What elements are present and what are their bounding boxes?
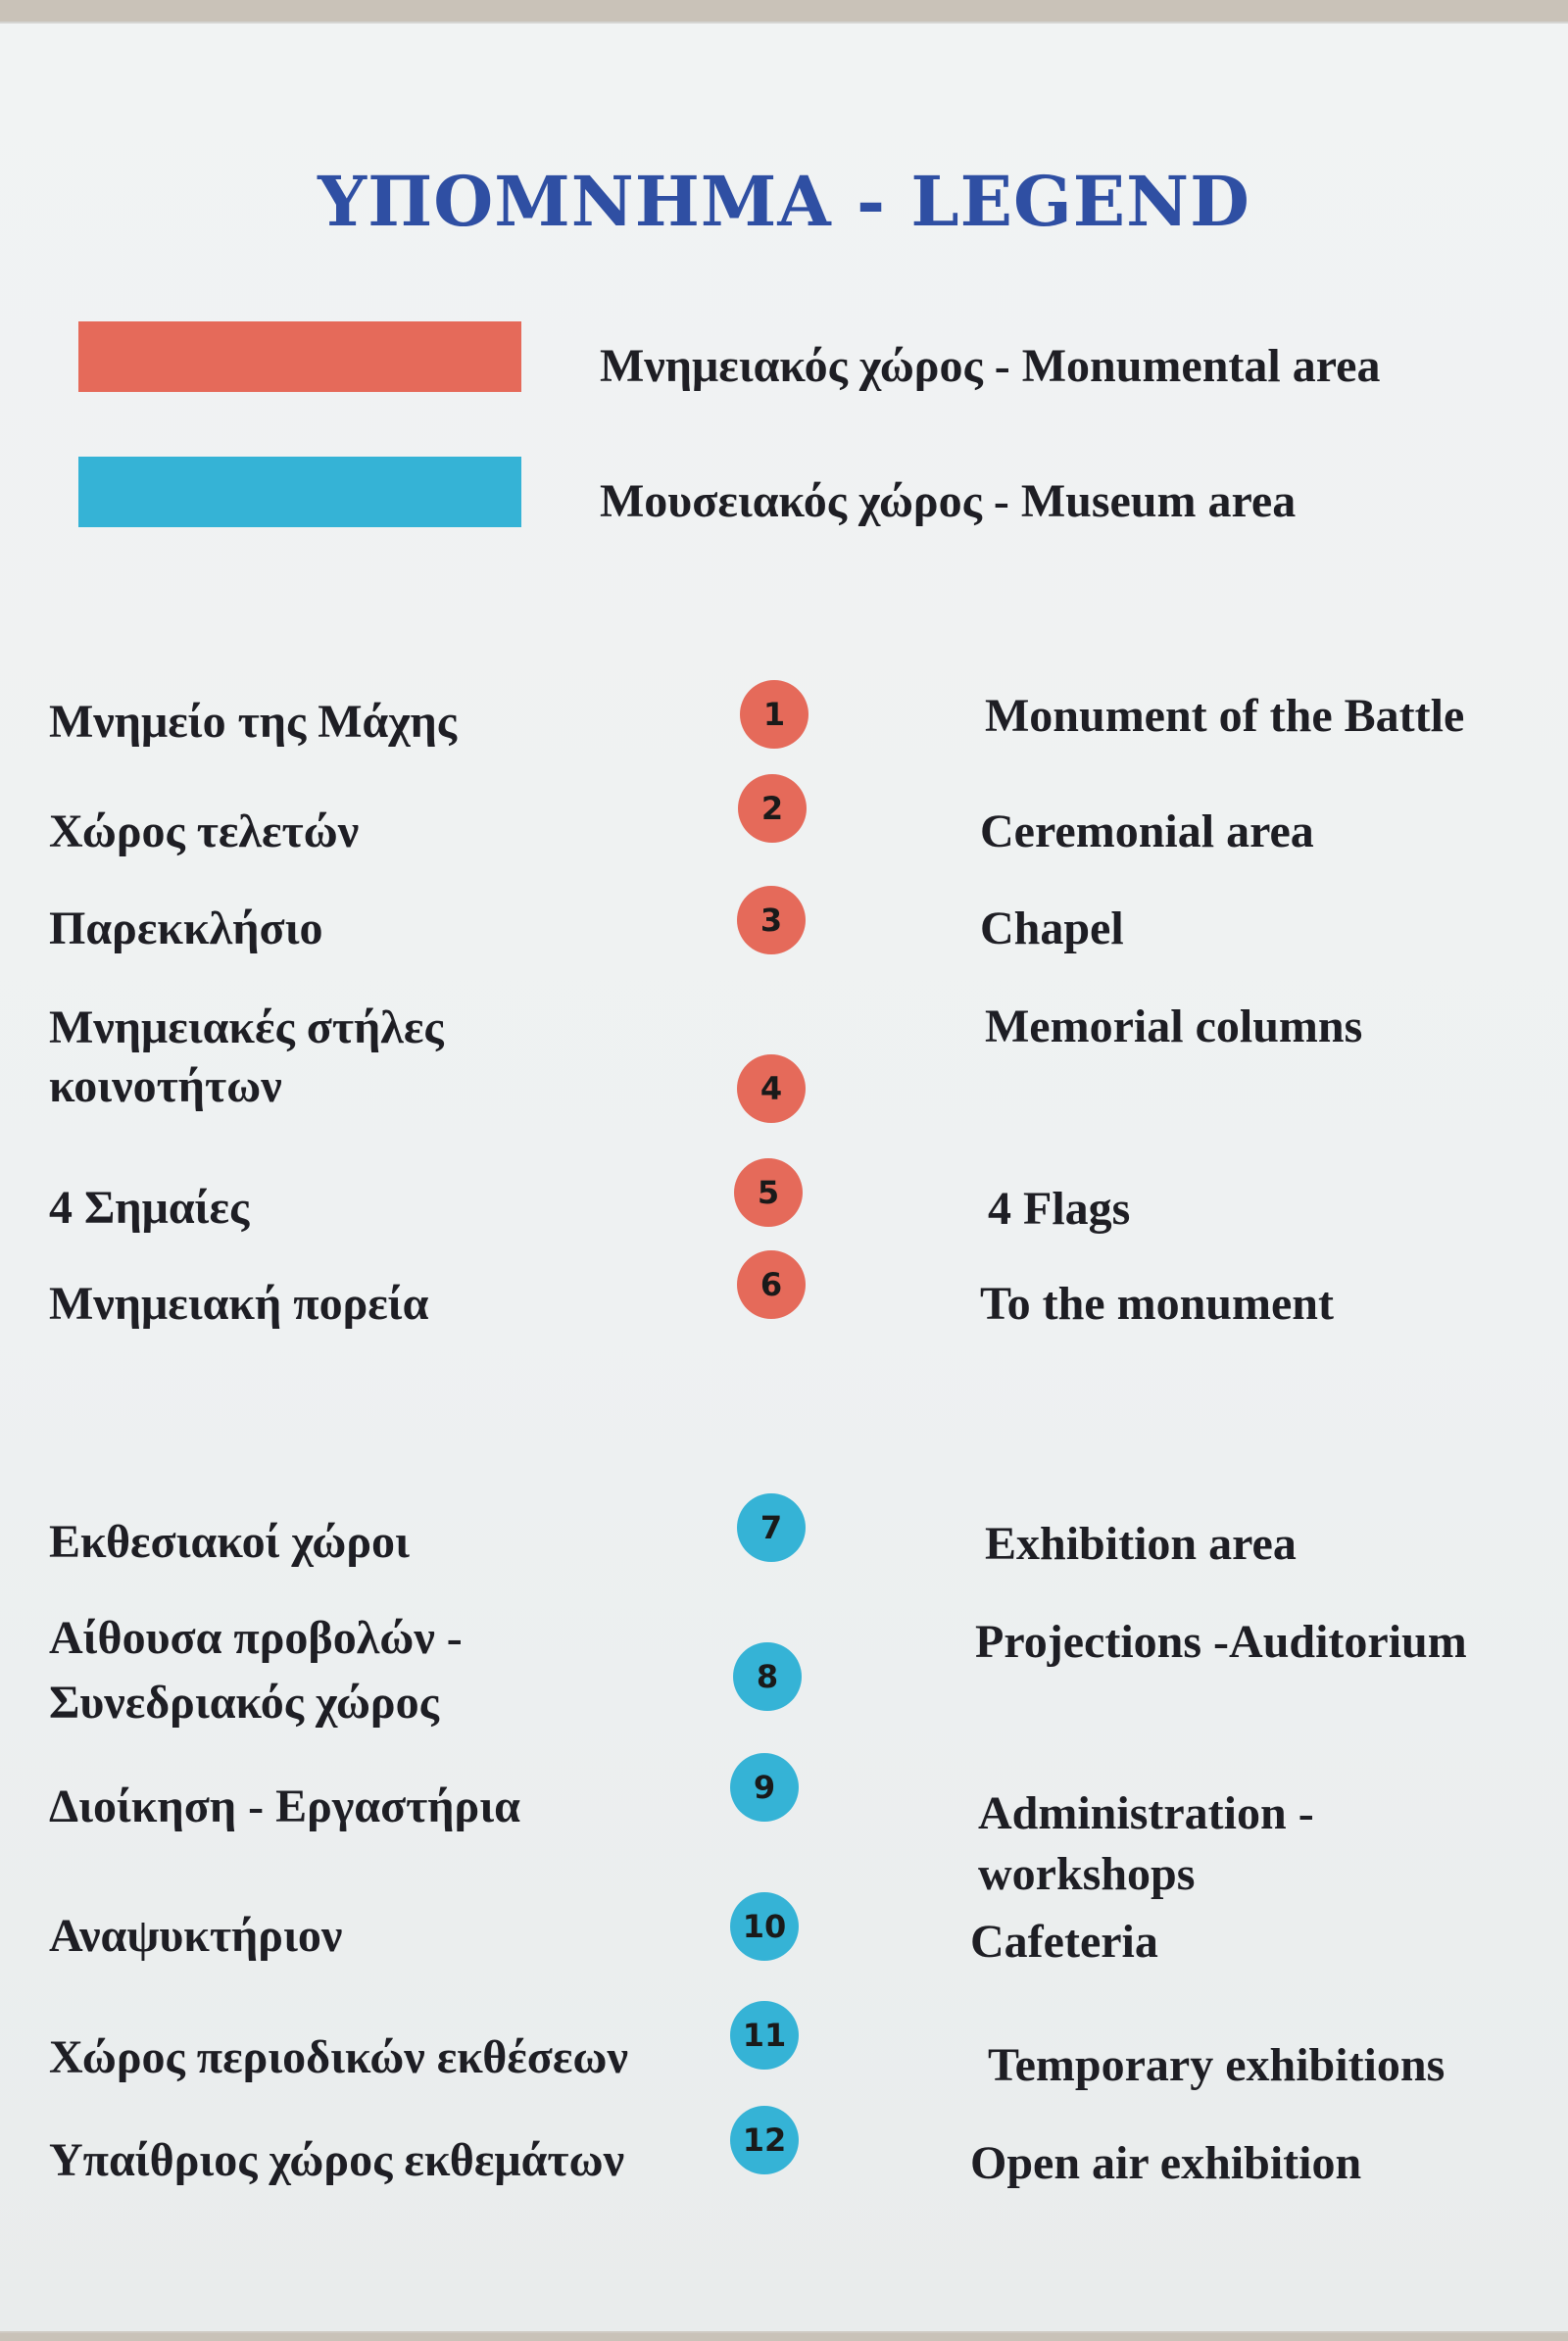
legend-title: ΥΠΟΜΝΗΜΑ - LEGEND xyxy=(318,161,1250,242)
item-1-greek: Μνημείο της Μάχης xyxy=(49,696,458,748)
item-9-english-line-2: workshops xyxy=(978,1848,1196,1900)
item-7-english: Exhibition area xyxy=(985,1518,1297,1570)
item-9-english-line-1: Administration - xyxy=(978,1787,1314,1839)
item-4-english: Memorial columns xyxy=(985,1000,1363,1052)
item-9-greek: Διοίκηση - Εργαστήρια xyxy=(49,1780,520,1832)
item-12-badge: 12 xyxy=(730,2106,799,2174)
item-5-english: 4 Flags xyxy=(988,1183,1131,1235)
item-8-greek-line-2: Συνεδριακός χώρος xyxy=(49,1677,439,1729)
item-11-greek: Χώρος περιοδικών εκθέσεων xyxy=(49,2031,628,2083)
item-9-badge: 9 xyxy=(730,1753,799,1822)
item-3-greek: Παρεκκλήσιο xyxy=(49,902,323,954)
item-2-badge: 2 xyxy=(738,774,807,843)
item-4-greek-line-2: κοινοτήτων xyxy=(49,1060,282,1112)
item-7-badge: 7 xyxy=(737,1493,806,1562)
museum-area-swatch xyxy=(78,457,521,527)
item-4-greek-line-1: Μνημειακές στήλες xyxy=(49,1001,444,1053)
item-11-english: Temporary exhibitions xyxy=(988,2039,1446,2091)
item-12-english: Open air exhibition xyxy=(970,2137,1362,2189)
monumental-area-swatch xyxy=(78,321,521,392)
item-8-badge: 8 xyxy=(733,1642,802,1711)
item-7-greek: Εκθεσιακοί χώροι xyxy=(49,1516,410,1568)
item-6-greek: Μνημειακή πορεία xyxy=(49,1278,429,1330)
item-10-english: Cafeteria xyxy=(970,1916,1158,1968)
item-1-english: Monument of the Battle xyxy=(985,690,1465,742)
item-10-badge: 10 xyxy=(730,1892,799,1961)
item-12-greek: Υπαίθριος χώρος εκθεμάτων xyxy=(49,2134,625,2186)
item-8-english: Projections -Auditorium xyxy=(975,1616,1467,1668)
item-6-badge: 6 xyxy=(737,1250,806,1319)
item-2-greek: Χώρος τελετών xyxy=(49,805,360,857)
item-5-greek: 4 Σημαίες xyxy=(49,1182,250,1234)
monumental-area-label: Μνημειακός χώρος - Monumental area xyxy=(600,340,1381,392)
item-6-english: To the monument xyxy=(980,1278,1334,1330)
item-3-badge: 3 xyxy=(737,886,806,954)
item-1-badge: 1 xyxy=(740,680,808,749)
item-4-badge: 4 xyxy=(737,1054,806,1123)
item-5-badge: 5 xyxy=(734,1158,803,1227)
item-2-english: Ceremonial area xyxy=(980,805,1314,857)
item-10-greek: Αναψυκτήριον xyxy=(49,1910,343,1962)
museum-area-label: Μουσειακός χώρος - Museum area xyxy=(600,475,1297,527)
item-8-greek-line-1: Αίθουσα προβολών - xyxy=(49,1612,463,1664)
item-3-english: Chapel xyxy=(980,902,1124,954)
legend-board xyxy=(0,22,1568,2333)
item-11-badge: 11 xyxy=(730,2001,799,2070)
